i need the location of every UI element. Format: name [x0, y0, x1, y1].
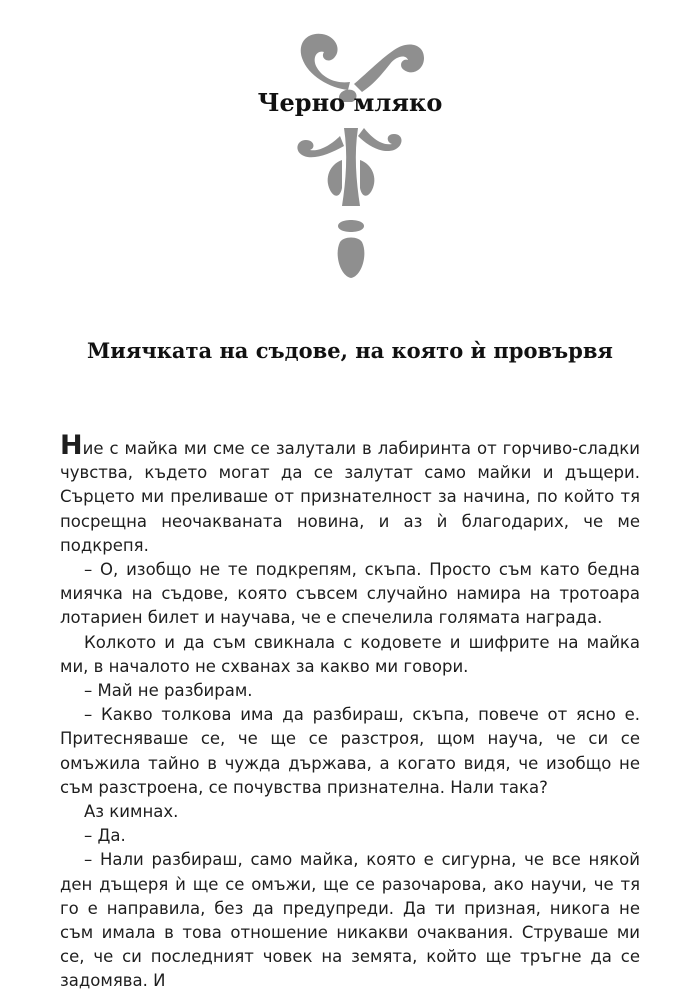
paragraph: – Нали разбираш, само майка, която е сигурна, че все някой ден дъщеря ѝ ще се омъжи, ще се разочарова, ако научи, че тя го е направила, без да предупреди. Да ти призная, никога не съм имала в това отношение никакви очаквания. Струваше ми се, че си последният човек на земята, който ще тръгне да се задомява. И	[60, 850, 640, 991]
paragraph: – О, изобщо не те подкрепям, скъпа. Просто съм като бедна миячка на съдове, която съвсем случайно намира на тротоара лотариен билет и научава, че е спечелила голямата награда.	[60, 560, 640, 628]
decorative-ornament-icon	[278, 28, 428, 280]
paragraph: – Май не разбирам.	[84, 681, 253, 701]
paragraph-text: ие с майка ми сме се залутали в лабиринта от горчиво-сладки чувства, където могат да се залутат само майки и дъщери. Сърцето ми преливаше от признателност за начина, по който тя посрещна неочакваната новина, и аз ѝ благодарих, че ме подкрепя.	[60, 439, 640, 555]
paragraph: Аз кимнах.	[84, 802, 179, 822]
paragraph	[60, 430, 640, 558]
drop-cap-initial: Н	[60, 430, 83, 461]
body-text	[60, 430, 640, 994]
paragraph: Колкото и да съм свикнала с кодовете и шифрите на майка ми, в началото не схванах за какво ми говори.	[60, 632, 640, 676]
section-title: Миячката на съдове, на която ѝ провървя	[87, 338, 613, 363]
chapter-title: Черно мляко	[257, 88, 443, 117]
paragraph: – Какво толкова има да разбираш, скъпа, повече от ясно е. Притесняваше се, че ще се разстроя, щом науча, че си се омъжила тайно в чужда държава, а когато видя, че изобщо не съм разстроена, се почувства признателна. Нали така?	[60, 705, 640, 797]
paragraph: – Да.	[84, 826, 126, 846]
